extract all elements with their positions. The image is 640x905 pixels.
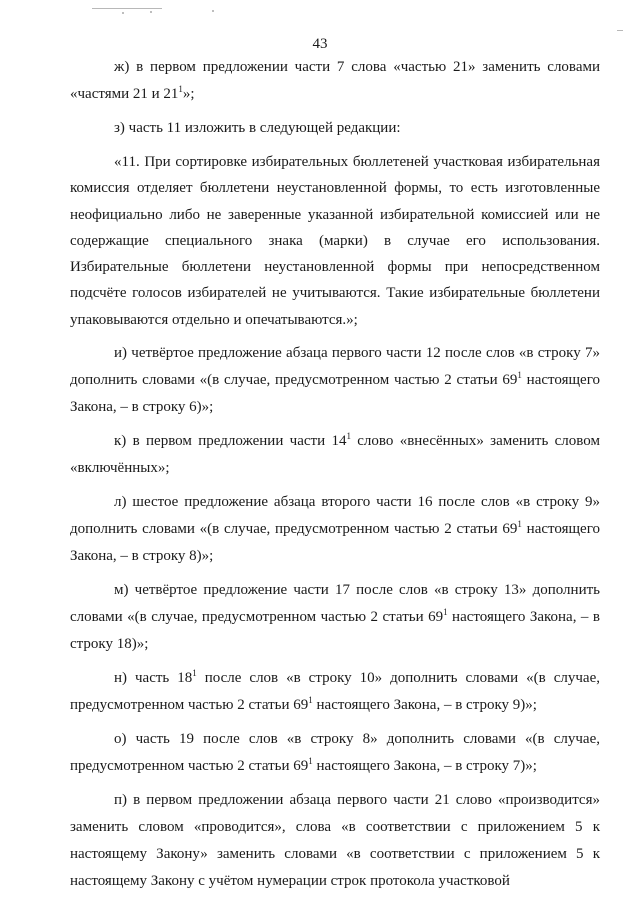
scan-artifact-dot (212, 10, 214, 12)
paragraph-n (70, 665, 600, 719)
superscript: 1 (517, 519, 522, 530)
paragraph-text: и) четвёртое предложение абзаца первого части 12 после слов «в строку 7» дополнить словами «(в случае, предусмотренном частью 2 статьи 69 (70, 345, 600, 389)
paragraph-text: ж) в первом предложении части 7 слова «частью 21» заменить словами «частями 21 и 21 (70, 59, 600, 102)
document-body (70, 54, 600, 902)
paragraph-text: настоящего Закона, – в строку 18)»; (70, 609, 600, 653)
paragraph-text: л) шестое предложение абзаца второго части 16 после слов «в строку 9» дополнить словами «(в случае, предусмотренном частью 2 статьи 69 (70, 494, 600, 538)
superscript: 1 (308, 756, 313, 767)
paragraph-text: слово «внесённых» заменить словом «включённых»; (70, 433, 600, 477)
paragraph-part-11 (70, 149, 600, 333)
paragraph-text: к) в первом предложении части 14 (114, 433, 347, 450)
paragraph-text: настоящего Закона, – в строку 6)»; (70, 372, 600, 416)
superscript: 1 (443, 607, 448, 618)
paragraph-text: настоящего Закона, – в строку 7)»; (312, 758, 537, 775)
paragraph-z (70, 115, 600, 142)
paragraph-text: з) часть 11 изложить в следующей редакции: (114, 120, 401, 136)
superscript: 1 (178, 84, 183, 94)
paragraph-k (70, 428, 600, 482)
scan-artifact-line (92, 8, 162, 9)
scan-artifact-line (617, 30, 623, 31)
superscript: 1 (192, 668, 197, 679)
scan-artifact-dot (122, 12, 124, 14)
paragraph-text: »; (182, 86, 195, 102)
paragraph-i (70, 340, 600, 421)
scan-artifact-dot (150, 11, 152, 13)
superscript: 1 (517, 370, 522, 381)
paragraph-text: п) в первом предложении абзаца первого части 21 слово «производится» заменить словом «проводится», слова «в соответствии с приложением 5 к настоящему Закону» заменить словами «в соответствии с приложением 5 к настоящему Закону с учётом нумерации строк протокола участковой (70, 792, 600, 890)
paragraph-p (70, 787, 600, 895)
paragraph-text: настоящего Закона, – в строку 8)»; (70, 521, 600, 565)
paragraph-l (70, 489, 600, 570)
paragraph-text: после слов «в строку 10» дополнить словами «(в случае, предусмотренном частью 2 статьи 69 (70, 670, 600, 714)
page-number: 43 (312, 36, 328, 52)
superscript: 1 (308, 695, 313, 706)
paragraph-text: н) часть 18 (114, 670, 193, 687)
superscript: 1 (346, 431, 351, 442)
paragraph-text: м) четвёртое предложение части 17 после слов «в строку 13» дополнить словами «(в случае, предусмотренном частью 2 статьи 69 (70, 582, 600, 626)
paragraph-o (70, 726, 600, 780)
paragraph-text: «11. При сортировке избирательных бюллетеней участковая избирательная комиссия отделяет бюллетени неустановленной формы, то есть изготовленные неофициально либо не заверенные указанной избирательной комиссией или не содержащие специального знака (марки) в случае его использования. Избирательные бюллетени неустановленной формы при непосредственном подсчёте голосов избирателей не учитываются. Такие избирательные бюллетени упаковываются отдельно и опечатываются.»; (70, 154, 600, 328)
paragraph-text: о) часть 19 после слов «в строку 8» дополнить словами «(в случае, предусмотренном частью 2 статьи 69 (70, 731, 600, 775)
paragraph-text: настоящего Закона, – в строку 9)»; (312, 697, 537, 714)
paragraph-m (70, 577, 600, 658)
paragraph-zh (70, 54, 600, 108)
